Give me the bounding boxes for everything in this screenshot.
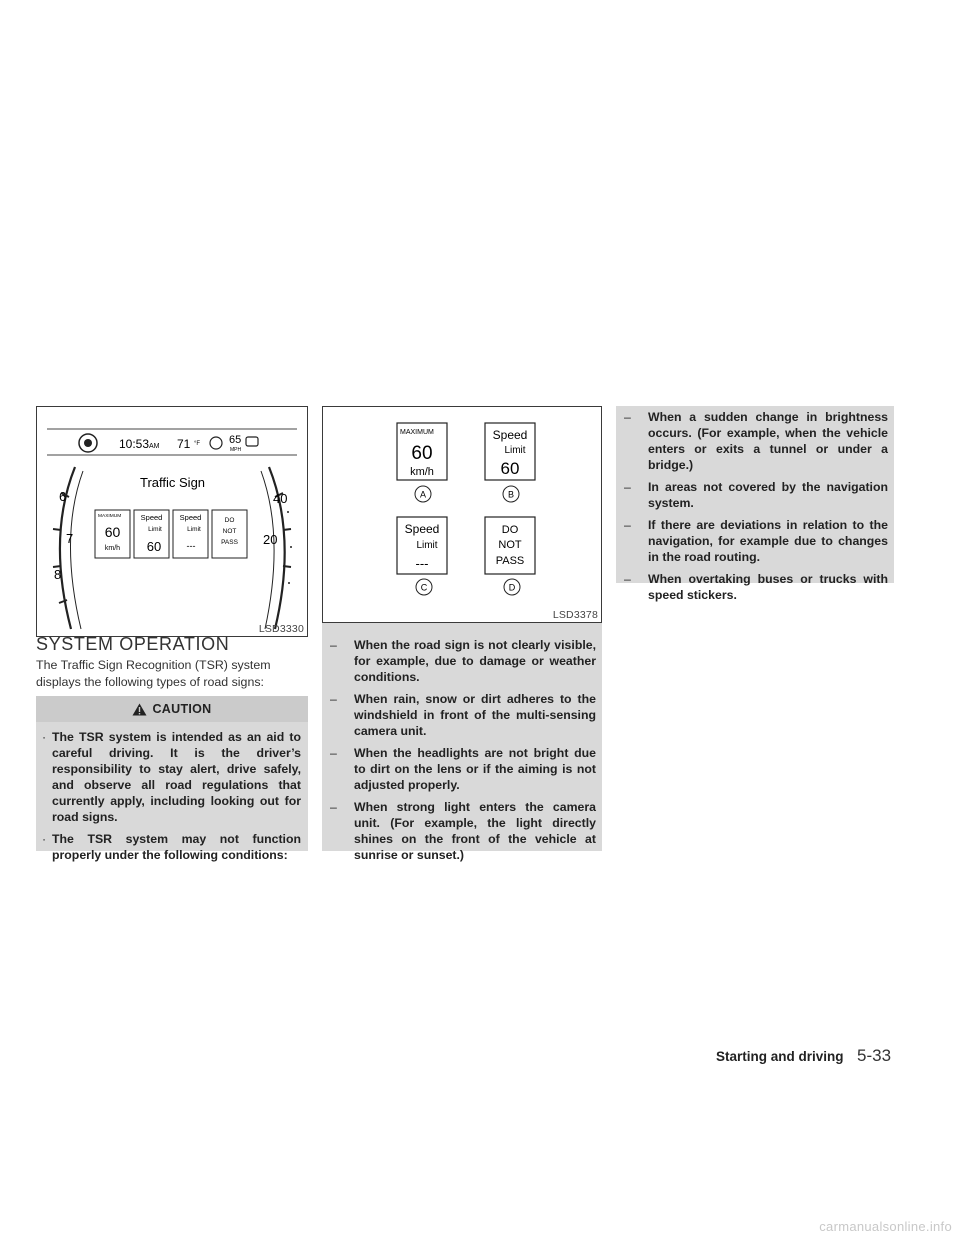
cluster-temp-unit: °F xyxy=(194,441,201,447)
signs-illustration xyxy=(323,407,601,622)
condition-list xyxy=(620,409,888,609)
cluster-screen-title: Traffic Sign xyxy=(140,475,206,490)
sign-text: km/h xyxy=(410,466,434,478)
figure-code: LSD3330 xyxy=(258,623,304,635)
warning-triangle-icon xyxy=(132,703,147,716)
sign-text: NOT xyxy=(498,539,522,551)
gauge-label: 7 xyxy=(66,531,74,546)
list-item: – When a sudden change in brightness occurs. (For example, when the vehicle enters or exits a tunnel or under a bridge.) xyxy=(624,410,888,472)
sign-text: 60 xyxy=(411,443,433,464)
sign-text: --- xyxy=(415,556,429,571)
cluster-illustration xyxy=(37,407,307,636)
gauge-label: 8 xyxy=(54,567,62,582)
gauge-label: 20 xyxy=(263,532,278,547)
sign-text: Speed xyxy=(140,513,163,522)
list-item: – If there are deviations in relation to the navigation, for example due to changes in the road routing. xyxy=(624,518,888,564)
sign-text: km/h xyxy=(104,545,121,552)
callout-letter: A xyxy=(419,489,427,500)
cluster-speed-unit: MPH xyxy=(230,447,242,453)
sign-text: Limit xyxy=(416,540,438,551)
sign-text: 60 xyxy=(104,524,121,540)
sign-text: MAXIMUM xyxy=(98,514,122,519)
condition-list xyxy=(326,637,596,869)
page-number: 5-33 xyxy=(857,1046,892,1065)
sign-text: PASS xyxy=(495,555,525,567)
caution-bullets xyxy=(42,729,301,869)
sign-text: --- xyxy=(186,541,196,551)
cluster-ampm: AM xyxy=(149,443,160,450)
sign-text: Limit xyxy=(187,526,201,533)
list-item: – When overtaking buses or trucks with speed stickers. xyxy=(624,572,888,602)
list-item: – In areas not covered by the navigation system. xyxy=(624,480,888,510)
intro-paragraph: The Traffic Sign Recognition (TSR) system displays the following types of road signs: xyxy=(36,658,271,689)
sign-text: DO xyxy=(501,524,519,536)
sign-text: DO xyxy=(224,517,235,524)
list-item: – When the road sign is not clearly visible, for example, due to damage or weather conditions. xyxy=(330,638,596,684)
list-item: – When rain, snow or dirt adheres to the windshield in front of the multi-sensing camera unit. xyxy=(330,692,596,738)
car-icon xyxy=(246,437,258,446)
sign-text: Speed xyxy=(404,522,440,536)
callout-letter: C xyxy=(420,582,428,593)
caution-label: CAUTION xyxy=(152,702,212,716)
cluster-clock: 10:53 xyxy=(119,437,150,451)
sign-text: Limit xyxy=(148,526,162,533)
watermark: carmanualsonline.info xyxy=(819,1219,952,1234)
sign-text: MAXIMUM xyxy=(400,429,434,436)
gauge-label: 6 xyxy=(59,489,67,504)
sign-text: Speed xyxy=(179,513,202,522)
section-title: SYSTEM OPERATION xyxy=(36,634,230,654)
sign-text: Limit xyxy=(504,445,526,456)
sign-text: 60 xyxy=(146,539,162,554)
footer-section-name: Starting and driving xyxy=(716,1049,844,1064)
list-item: – When the headlights are not bright due to dirt on the lens or if the aiming is not adjusted properly. xyxy=(330,746,596,792)
sign-text: 60 xyxy=(500,459,520,478)
callout-letter: B xyxy=(507,489,515,500)
callout-letter: D xyxy=(508,582,516,593)
list-item: · The TSR system may not function properly under the following conditions: xyxy=(42,832,301,862)
figure-signs xyxy=(322,406,602,623)
steering-icon xyxy=(210,437,222,449)
list-item: – When strong light enters the camera unit. (For example, the light directly shines on the front of the vehicle at sunrise or sunset.) xyxy=(330,800,596,862)
figure-cluster xyxy=(36,406,308,637)
cluster-temperature: 71 xyxy=(177,437,191,451)
figure-code: LSD3378 xyxy=(552,609,598,621)
sign-text: PASS xyxy=(221,539,238,546)
caution-header xyxy=(36,696,308,722)
gauge-label: 40 xyxy=(273,491,288,506)
sign-text: NOT xyxy=(222,528,237,535)
list-item: · The TSR system is intended as an aid to careful driving. It is the driver’s responsibility to stay alert, drive safely, and observe all road regulations that currently apply, including looking out for road signs. xyxy=(42,730,301,824)
cluster-set-speed: 65 xyxy=(229,434,242,446)
sign-text: Speed xyxy=(492,428,528,442)
